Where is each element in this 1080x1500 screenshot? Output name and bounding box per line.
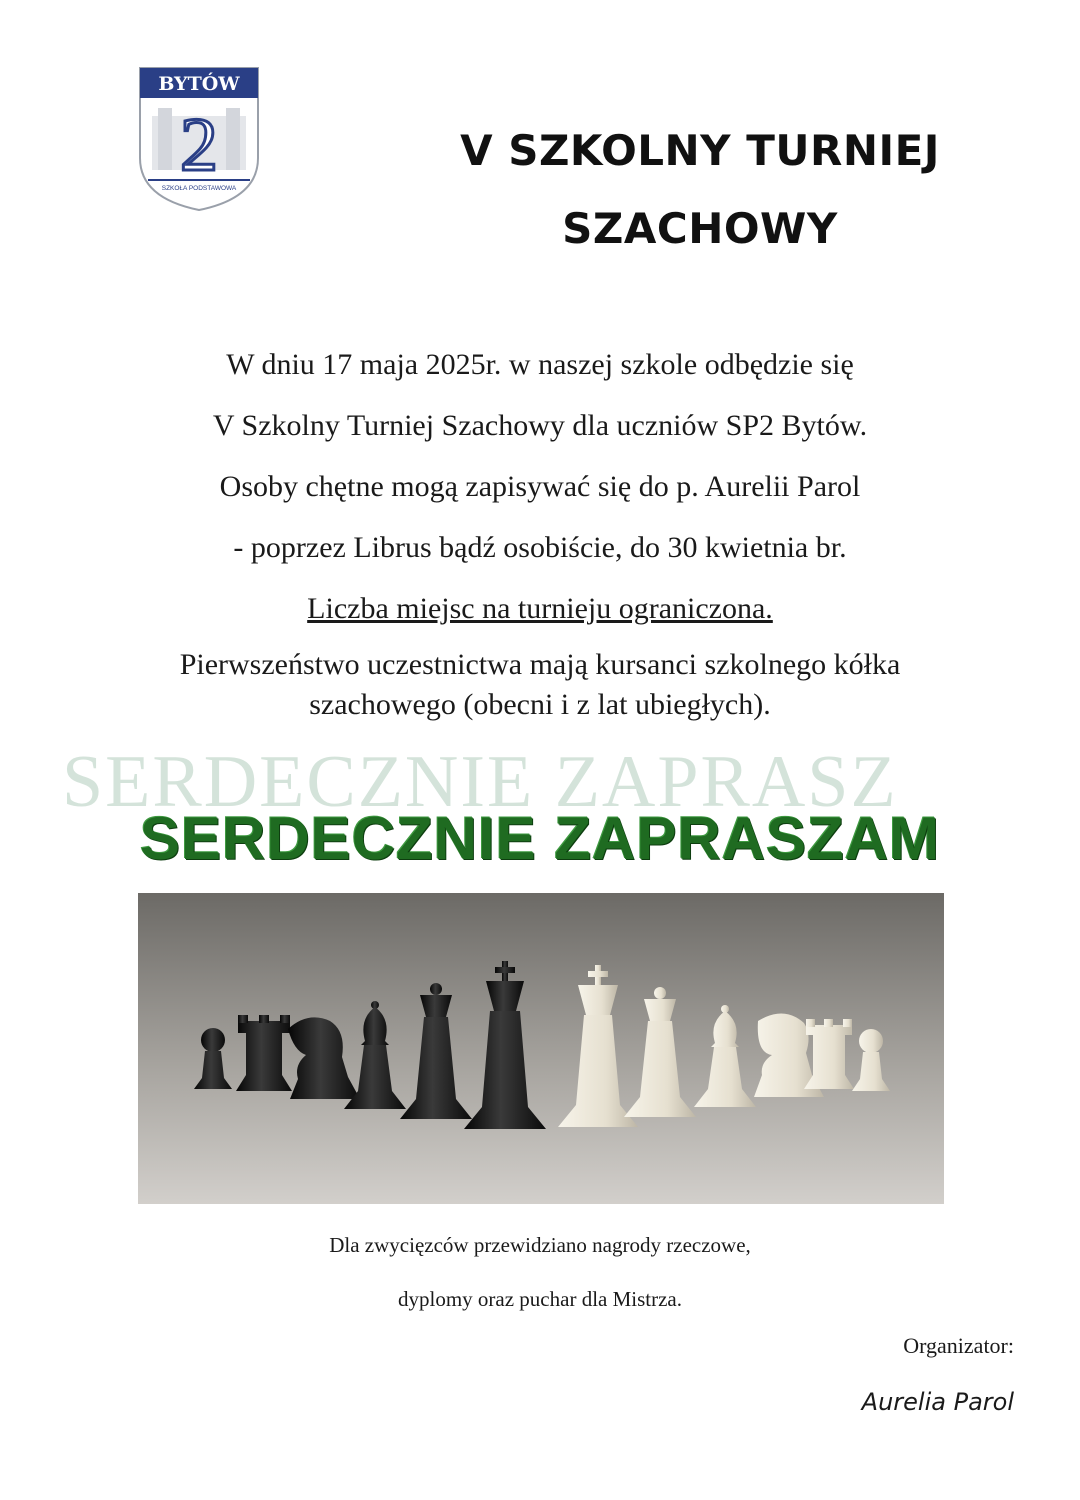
organizer-label: Organizator: [903, 1333, 1014, 1358]
announcement-text [0, 340, 1080, 725]
announcement-line: Pierwszeństwo uczestnictwa mają kursanci szkolnego kółka [179, 648, 901, 681]
announcement-line: W dniu 17 maja 2025r. w naszej szkole odbędzie się [226, 348, 854, 381]
prizes-text [0, 1228, 1080, 1336]
title-line-2: SZACHOWY [562, 204, 838, 253]
announcement-line: - poprzez Librus bądź osobiście, do 30 kwietnia br. [233, 531, 847, 564]
prizes-line: Dla zwycięzców przewidziano nagrody rzeczowe, [329, 1233, 751, 1257]
page-title [400, 112, 1000, 268]
school-logo [138, 66, 260, 212]
title-line-1: V SZKOLNY TURNIEJ [460, 126, 940, 175]
announcement-line: V Szkolny Turniej Szachowy dla uczniów SP2 Bytów. [212, 409, 868, 442]
chess-pieces-photo [138, 893, 944, 1204]
svg-text:SZKOŁA PODSTAWOWA: SZKOŁA PODSTAWOWA [161, 185, 237, 192]
ghost-headline: SERDECZNIE ZAPRASZ [62, 741, 898, 823]
organizer-name: Aurelia Parol [861, 1388, 1014, 1416]
invitation-headline: SERDECZNIE ZAPRASZAM [139, 805, 941, 872]
svg-text:BYTÓW: BYTÓW [158, 73, 240, 95]
prizes-line: dyplomy oraz puchar dla Mistrza. [398, 1287, 682, 1311]
limited-places-notice: Liczba miejsc na turnieju ograniczona. [307, 592, 773, 625]
announcement-line: Osoby chętne mogą zapisywać się do p. Aurelii Parol [219, 470, 861, 503]
svg-text:2: 2 [180, 103, 218, 187]
announcement-line: szachowego (obecni i z lat ubiegłych). [309, 688, 771, 721]
